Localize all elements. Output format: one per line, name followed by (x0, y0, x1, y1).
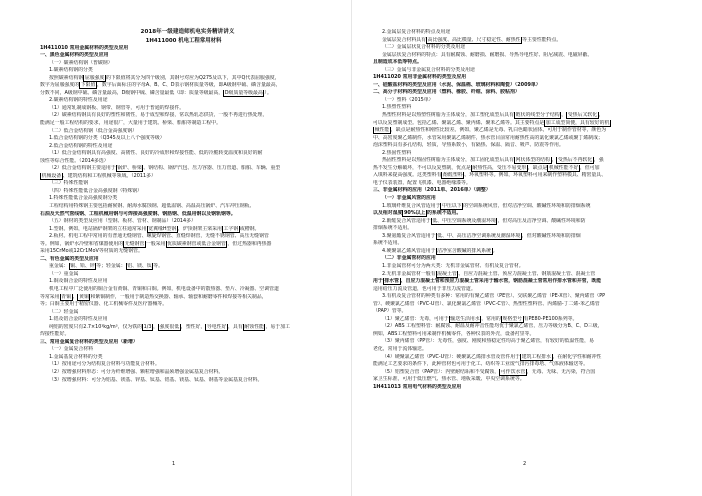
text-line-30: 4.硬聚氯乙烯风管适用于 洁净室含酸碱的排风系统 。 (382, 247, 498, 254)
left-page-body (40, 45, 335, 385)
key-term-box: 械性能 (374, 127, 390, 134)
section-heading-22: 三、非金属材料的应用（2011单、2016单）（调整） (373, 187, 491, 194)
section-heading-7: 1H411020 常用非金属材料的类型及应用 (373, 74, 467, 81)
key-term-box: 洁净室含酸碱的排风系统 (437, 247, 491, 254)
document-title: 2018年一级建造师机电实务精讲讲义 (140, 29, 235, 35)
text-line-39: 焊接性能好。 (40, 331, 70, 338)
section-heading-5: 且制造成本低等特点。 (373, 59, 422, 66)
text-line-4: 金属层状复合材料的特点：具有耐腐蚀、耐磨损、耐磨损、导热导电性好、阻尼减震、电磁屏蔽、 (382, 51, 593, 58)
text-line-15: （1）低合金结构钢具有高强度、高韧性、良好的冷成形和焊接性能、低的冷脆转变温度和良好的耐 (49, 150, 263, 157)
text-line-12: （二）低合金结构钢（低合金高强度钢） (49, 127, 138, 134)
text-line-44: （4）硬聚氯乙烯管（PVC-U管）：硬聚氯乙烯排水管及管件用于 建筑工程排水 ，在耐化学性和耐冲性 (382, 353, 602, 360)
key-term-box: D级质量等级最高 (224, 89, 263, 96)
key-term-box: 受热后又软化 (567, 112, 598, 119)
text-line-34: 等常采用 青铜 、 黄铜 和紫铜制作，一般用于制造热交换器、轴承、轴套和耐磨零件和焊接等相关制品， (40, 293, 267, 300)
text-line-21: 电子仪表装置，配置飞机漆、电器绝缘漆等。 (373, 179, 471, 186)
key-term-box: 无缝钢管 (124, 240, 145, 247)
text-line-26: 2.板材。机电工程中常用的有普通无缝钢管、螺旋焊钢管、直缝焊钢管，无缝不锈钢管、高压无缝钢管 (49, 233, 269, 240)
text-line-45: （3）按增强材料：可分为铝基、镁基、锌基、钛基、铝基、镁基、钛基、钢基等金属基复合材料。 (49, 376, 263, 383)
text-line-22: 工程结构用特殊钢主要包括耐候钢、耐海水腐蚀钢、超低温钢、高温高压锅炉、汽车冲压钢板、 (49, 202, 255, 209)
key-term-box: 机械性能不好 (549, 164, 579, 171)
text-line-41: （一）金属复合材料 (49, 346, 94, 353)
key-term-box: 酚醛塑料 (443, 172, 463, 179)
text-line-30: 重金属： 铜、铅、锌 等；轻金属： 铝、镁、钛 等。 (49, 263, 164, 270)
text-line-11: 1.热塑性塑料 (382, 104, 412, 111)
text-line-1: 2.金属层复合材料的特点及用途 (382, 29, 451, 35)
key-term-box: 混凝土管 (437, 270, 457, 277)
text-line-36: 3.有机及复合管材的种类有多种：常用的有聚乙烯管（PE管）、交联聚乙烯管（PE-X管）、聚丙烯管（PP (382, 293, 606, 300)
text-line-5: 按照碳素结构钢 屈服强度 的下限值将其分为四个级别，其钢号对应为Q275及以下，其中Q代表屈服强度， (49, 74, 280, 81)
text-line-21: 1.特殊性能低合金高强度钢分类 (49, 195, 118, 202)
text-line-38: 纯铝的密度只有2.7×10³kg/m³，仅为铁的 1/3 ， 强度很低 ，塑性好， 导电性好 ，具有 耐蚀性能 ，易于加工 (49, 323, 290, 330)
text-line-40: （2）ABS 工程塑料管：耐腐蚀、耐温及耐冲击性能均优于聚氯乙烯管，压力等级分为B、C、D三级， (382, 323, 603, 330)
text-line-14: 械性能 ，缺点是耐热性和刚性比较差。例如，聚乙烯是无毒、乳白色蜡状固体，可用于制作管材等，颜色为 (374, 127, 607, 134)
text-line-3: （二）金属层状复合材料的分类及用途 (382, 44, 466, 51)
page-number: 1 (172, 461, 176, 467)
text-line-46: （5）铝塑复合管（PAP管）：内壁耐结垢和不受腐蚀， 可作饮水管 ，无毒、无味、无污染，符合国 (382, 368, 596, 375)
key-term-box: 可作饮水管 (500, 368, 526, 375)
text-line-32: 1.非金属管材可分为两大类：无机非金属管材、有机及复合管材。 (382, 262, 524, 269)
text-line-37: 管）、硬聚氯乙烯管（PVC-U管）、氯化聚氯乙烯管（PVC-C管）、热塑性塑料管、丙烯腈-丁二烯-苯乙烯管 (373, 300, 600, 307)
text-line-36: （二）轻金属 (49, 308, 79, 315)
text-line-42: 1.金属基复合材料的分类 (49, 353, 103, 360)
text-line-8: 2.碳素结构钢的特性及用途 (49, 97, 108, 104)
text-line-42: （3）聚丙烯管（PP管）：无毒性，强度、刚度和热稳定性均高于聚乙烯管，有较好的低温性能，易 (382, 338, 594, 345)
key-term-box: 排水管 (384, 278, 400, 285)
text-line-20: （四）特殊性能低合金高强度钢（特殊钢） (49, 187, 142, 194)
text-line-33: 机电工程中广泛使用的铜合金有黄铜、青铜和白铜。例如，机电设备中的散热器、垫片、冷凝器、空调管道 (49, 286, 279, 292)
key-term-box: 导电性好 (206, 323, 227, 330)
key-term-box: 低、中、高压洁净空调系统及潮湿环境 (437, 232, 521, 239)
key-term-box: 工字钢 (223, 225, 239, 232)
text-line-20: 入填料来提高强度。这类塑料有 酚醛塑料 、环氧塑料等。例如，环氧塑料可用来制作塑料模具、精密量具、 (373, 172, 607, 179)
text-line-13: 可以反复塑制成型。包括乙烯、聚氯乙烯、聚丙烯、聚苯乙烯等。其主要特点是 加工成型简便，具有较好的机 (373, 119, 610, 126)
key-term-box: 加工成型简便，具有较好的机 (545, 119, 610, 126)
key-term-box: 下限值 (80, 82, 96, 89)
section-heading-48: 1H411013 常用电气材料的类型及应用 (373, 383, 462, 390)
text-line-16: 泡沫塑料具有多孔结构，轻质，导热系数小，有隔热、保温、隔音、吸声、防震等作用。 (373, 142, 564, 149)
key-term-box: 规格型号 (502, 315, 522, 322)
key-term-box: 机械设备 (41, 172, 62, 179)
key-term-box: 输送生活用水 (450, 315, 480, 322)
page-right (351, 0, 702, 496)
text-line-29: 系统不适用。 (373, 240, 403, 247)
section-heading-23: （一）非金属风管的应用 (382, 195, 436, 202)
text-line-2: 金属层复合材料具有 高比强度、高比模量、尺寸稳定性、耐热性 等主要性能特点。 (382, 36, 562, 43)
key-term-box: 高比强度、高比模量、尺寸稳定性、耐热性 (427, 36, 521, 43)
key-term-box: 强度很低 (159, 323, 180, 330)
section-heading-29: 二、有色金属的类型及应用 (40, 255, 99, 262)
text-line-17: 2.热固性塑料 (382, 149, 412, 156)
key-term-box: 锅炉、桥梁 (117, 165, 142, 172)
key-term-box: 优质碳素钢管或低合金钢管 (167, 240, 226, 247)
text-line-38: （PAP）管等。 (373, 308, 407, 315)
text-line-6: 数字为屈服强度的 下限值 ，数字后面标注的字母A、B、C、D表示钢材质量等级，即A级钢中硫、磷含量最高， (40, 82, 281, 89)
section-heading-23: 石油及天然气管线钢、工程机械用钢与可焊接高强度钢、钢筋钢、低温用钢以及钢轨钢等。 (40, 210, 236, 217)
text-line-11: 能满足一般工程结构的要求，用途很广，大量用于建筑、桥梁、船舶等制造工程中。 (40, 119, 221, 126)
text-line-10: （2）碳素结构钢具有良好的塑性和韧性，易于成型和焊接，常以热轧态供货，一般不再进行热处理， (49, 112, 268, 119)
section-heading-25: 以及相对湿度 90%以上 的系统不适用。 (373, 210, 462, 217)
section-heading-9: 二、高分子材料的类型及应用（塑料、橡胶、纤维、涂料、胶粘剂） (373, 89, 520, 96)
text-line-24: （五）钢材的类型及应用（型钢、板材、管材、钢制品）（2014多） (49, 218, 196, 225)
text-line-43: （1）按用途可分为结构复合材料与功能复合材料。 (49, 361, 160, 368)
text-line-4: 1.碳素结构钢的分类 (49, 67, 93, 74)
key-term-box: 宽翼缘H型钢 (148, 225, 177, 232)
key-term-box: 90%以上 (403, 210, 426, 217)
text-line-27: 排烟系统不适用。 (373, 225, 413, 232)
text-line-19: 热不发生分解破坏，不可以反复塑制，优点是 耐热性高，受压不易变形 ，缺点是 机械性能不好 ，但可加 (373, 164, 600, 171)
text-line-19: （三）特殊性能钢 (49, 180, 89, 187)
text-line-41: 例如，ABS工程塑料可用来制作机械零件，各种仪表的外壳，设备衬里等。 (373, 330, 535, 337)
key-term-box: 1/3 (143, 323, 152, 330)
key-term-box: 铝、镁、钛 (127, 263, 152, 270)
text-line-10: （一）塑料（2015单） (382, 96, 434, 103)
text-line-37: 1.铝及铝合金的特性及应用 (49, 316, 108, 323)
text-line-33: 2.无机非金属管材一般有 混凝土管 、自应力混凝土管、预应力混凝土管、钢筋混凝土管、混凝土管 (382, 270, 596, 277)
text-line-7: 分数不同，A级钢中硫、磷含量最高，D级钢中硫、磷含量最低（即：质量等级最高， D级质量等级最高 ）。 (40, 89, 272, 96)
text-line-25: 1.型钢。例如，电站锅炉钢架的立柱通常采用 宽翼缘H型钢 ，炉顶钢架主梁采用 工字钢 或槽钢。 (49, 225, 260, 232)
text-line-12: 热塑性材料是以热塑性树脂为主体成分，加工塑化成型后具有 链状的线型分子结构 ， 受热后又软化 ， (382, 112, 604, 119)
text-line-26: 2.酚醛复合风管适用于 低、中压空调系统及潮湿环境 ，但对高压及洁净空调、酸碱性环境和防 (382, 217, 586, 224)
text-line-39: （1）聚乙烯管：无毒，可用于 输送生活用水 ，常用的 规格型号 有PE80-PE100系列等。 (382, 315, 578, 322)
key-term-box: 链状的线型分子结构 (515, 112, 560, 119)
key-term-box: 中压以下 (442, 202, 462, 209)
text-line-24: 1.玻璃纤维复合风管适用于 中压以下 的空调系统风管，但对洁净空调、酸碱性环境和防排烟系统 (382, 202, 591, 209)
text-line-47: 家卫生标准，可用于低压燃气、热水管、地板采暖、中央空调系统等。 (373, 376, 525, 383)
page-number: 2 (523, 461, 527, 467)
key-term-box: 受热后不再软化 (558, 157, 593, 164)
text-line-3: （一）碳素结构钢（普碳钢） (49, 59, 113, 66)
text-line-17: （2）低合金结构钢主要适用于 锅炉、桥梁 、钢结构、锅炉汽包、压力容器、压力管道、船舶、车辆、重型 (49, 165, 281, 172)
text-line-31: （一）重金属 (49, 270, 79, 277)
key-term-box: 建筑工程排水 (521, 353, 551, 360)
text-line-18: 机械设备 、建筑结构和工程机械等领域。（2011多） (41, 172, 156, 179)
text-line-18: 热固性塑料是以热固性树脂为主体成分，加工固化成型后具有 网状体型的结构 ， 受热后不再软化 ，强 (382, 157, 604, 164)
key-term-box: 青铜 (61, 293, 71, 300)
text-line-45: 能满足工艺要求的条件下，此种管材也可用于化工、纺织等工业废气排污排毒塔、气体液体输送等。 (373, 361, 589, 368)
chapter-title: 1H411000 机电工程常用材料 (145, 37, 222, 44)
key-term-box: 耐蚀性能 (244, 323, 264, 330)
text-line-13: 1.低合金结构钢的分类（Q345及以上八个强度等级） (49, 135, 165, 142)
section-heading-34: 用于 排水管 、自应力混凝土管和预应力混凝土管采用于输水管，钢筋混凝土管常用作排水管和井管，既能 (373, 278, 602, 285)
key-term-box: 网状体型的结构 (515, 157, 550, 164)
text-line-6: （三）金属与非金属复合材料的分类及用途 (382, 66, 475, 73)
text-line-28: 3.聚氨酯复合风管适用于 低、中、高压洁净空调系统及潮湿环境 ，但对酸碱性环境和防排烟 (382, 232, 581, 239)
right-page-body (373, 29, 672, 391)
section-heading-1: 1H411010 常用金属材料的类型及应用 (40, 44, 129, 51)
section-heading-8: 一、硅酸盐材料的类型及应用（水泥、保温棉、玻璃材料和陶瓷）（2009单） (373, 81, 541, 88)
key-term-box: 耐热性高，受压不易变形 (472, 164, 527, 171)
text-line-35: 适用给压力流及管道，也可用于非压力流管道。 (373, 285, 476, 292)
text-line-9: （1）通常轧制成钢板、钢带、钢管等，可用于普通的焊接件。 (49, 104, 185, 111)
section-heading-31: （二）非金属管材的应用 (382, 255, 436, 262)
key-term-box: 屈服强度 (84, 74, 105, 81)
text-line-35: 等；白铜主要用于精密仪器、化工机械零件及医疗器械等。 (40, 301, 168, 308)
key-term-box: 黄铜 (79, 293, 89, 300)
text-line-28: 采用15CrMo或12Cr1MoV等材质的无缝钢管。 (40, 248, 143, 255)
text-line-43: 老化，常用于流体输送。 (373, 345, 427, 352)
text-line-27: 等。例如，锅炉水冷壁和省煤器使用的 无缝钢管 一般采用 优质碳素钢管或低合金钢管 ，但过热器和再热器 (40, 240, 272, 247)
text-line-44: （2）按增强材料形态：可分为纤维增强、颗粒增强和晶须增强金属基复合材料。 (49, 369, 224, 376)
key-term-box: 铜、铅、锌 (70, 263, 95, 270)
text-line-14: 2.低合金结构钢的特性及用途 (49, 142, 113, 149)
section-heading-40: 三、常用金属复合材料的类型及应用（新增） (40, 338, 138, 345)
text-line-15: 中、高密度聚乙烯制件，水管采用聚氯乙烯制件，热水管目前常用耐热性高的氯化聚氯乙烯或聚丁烯制成； (373, 134, 603, 141)
key-term-box: 低、中压空调系统及潮湿环境 (432, 217, 496, 224)
text-line-16: 蚀性等综合性能。（2014多选） (40, 157, 109, 164)
text-line-32: 1.铜及铜合金的特性及应用 (49, 278, 108, 285)
section-heading-2: 一、黑色金属材料的类型及应用 (40, 52, 109, 59)
